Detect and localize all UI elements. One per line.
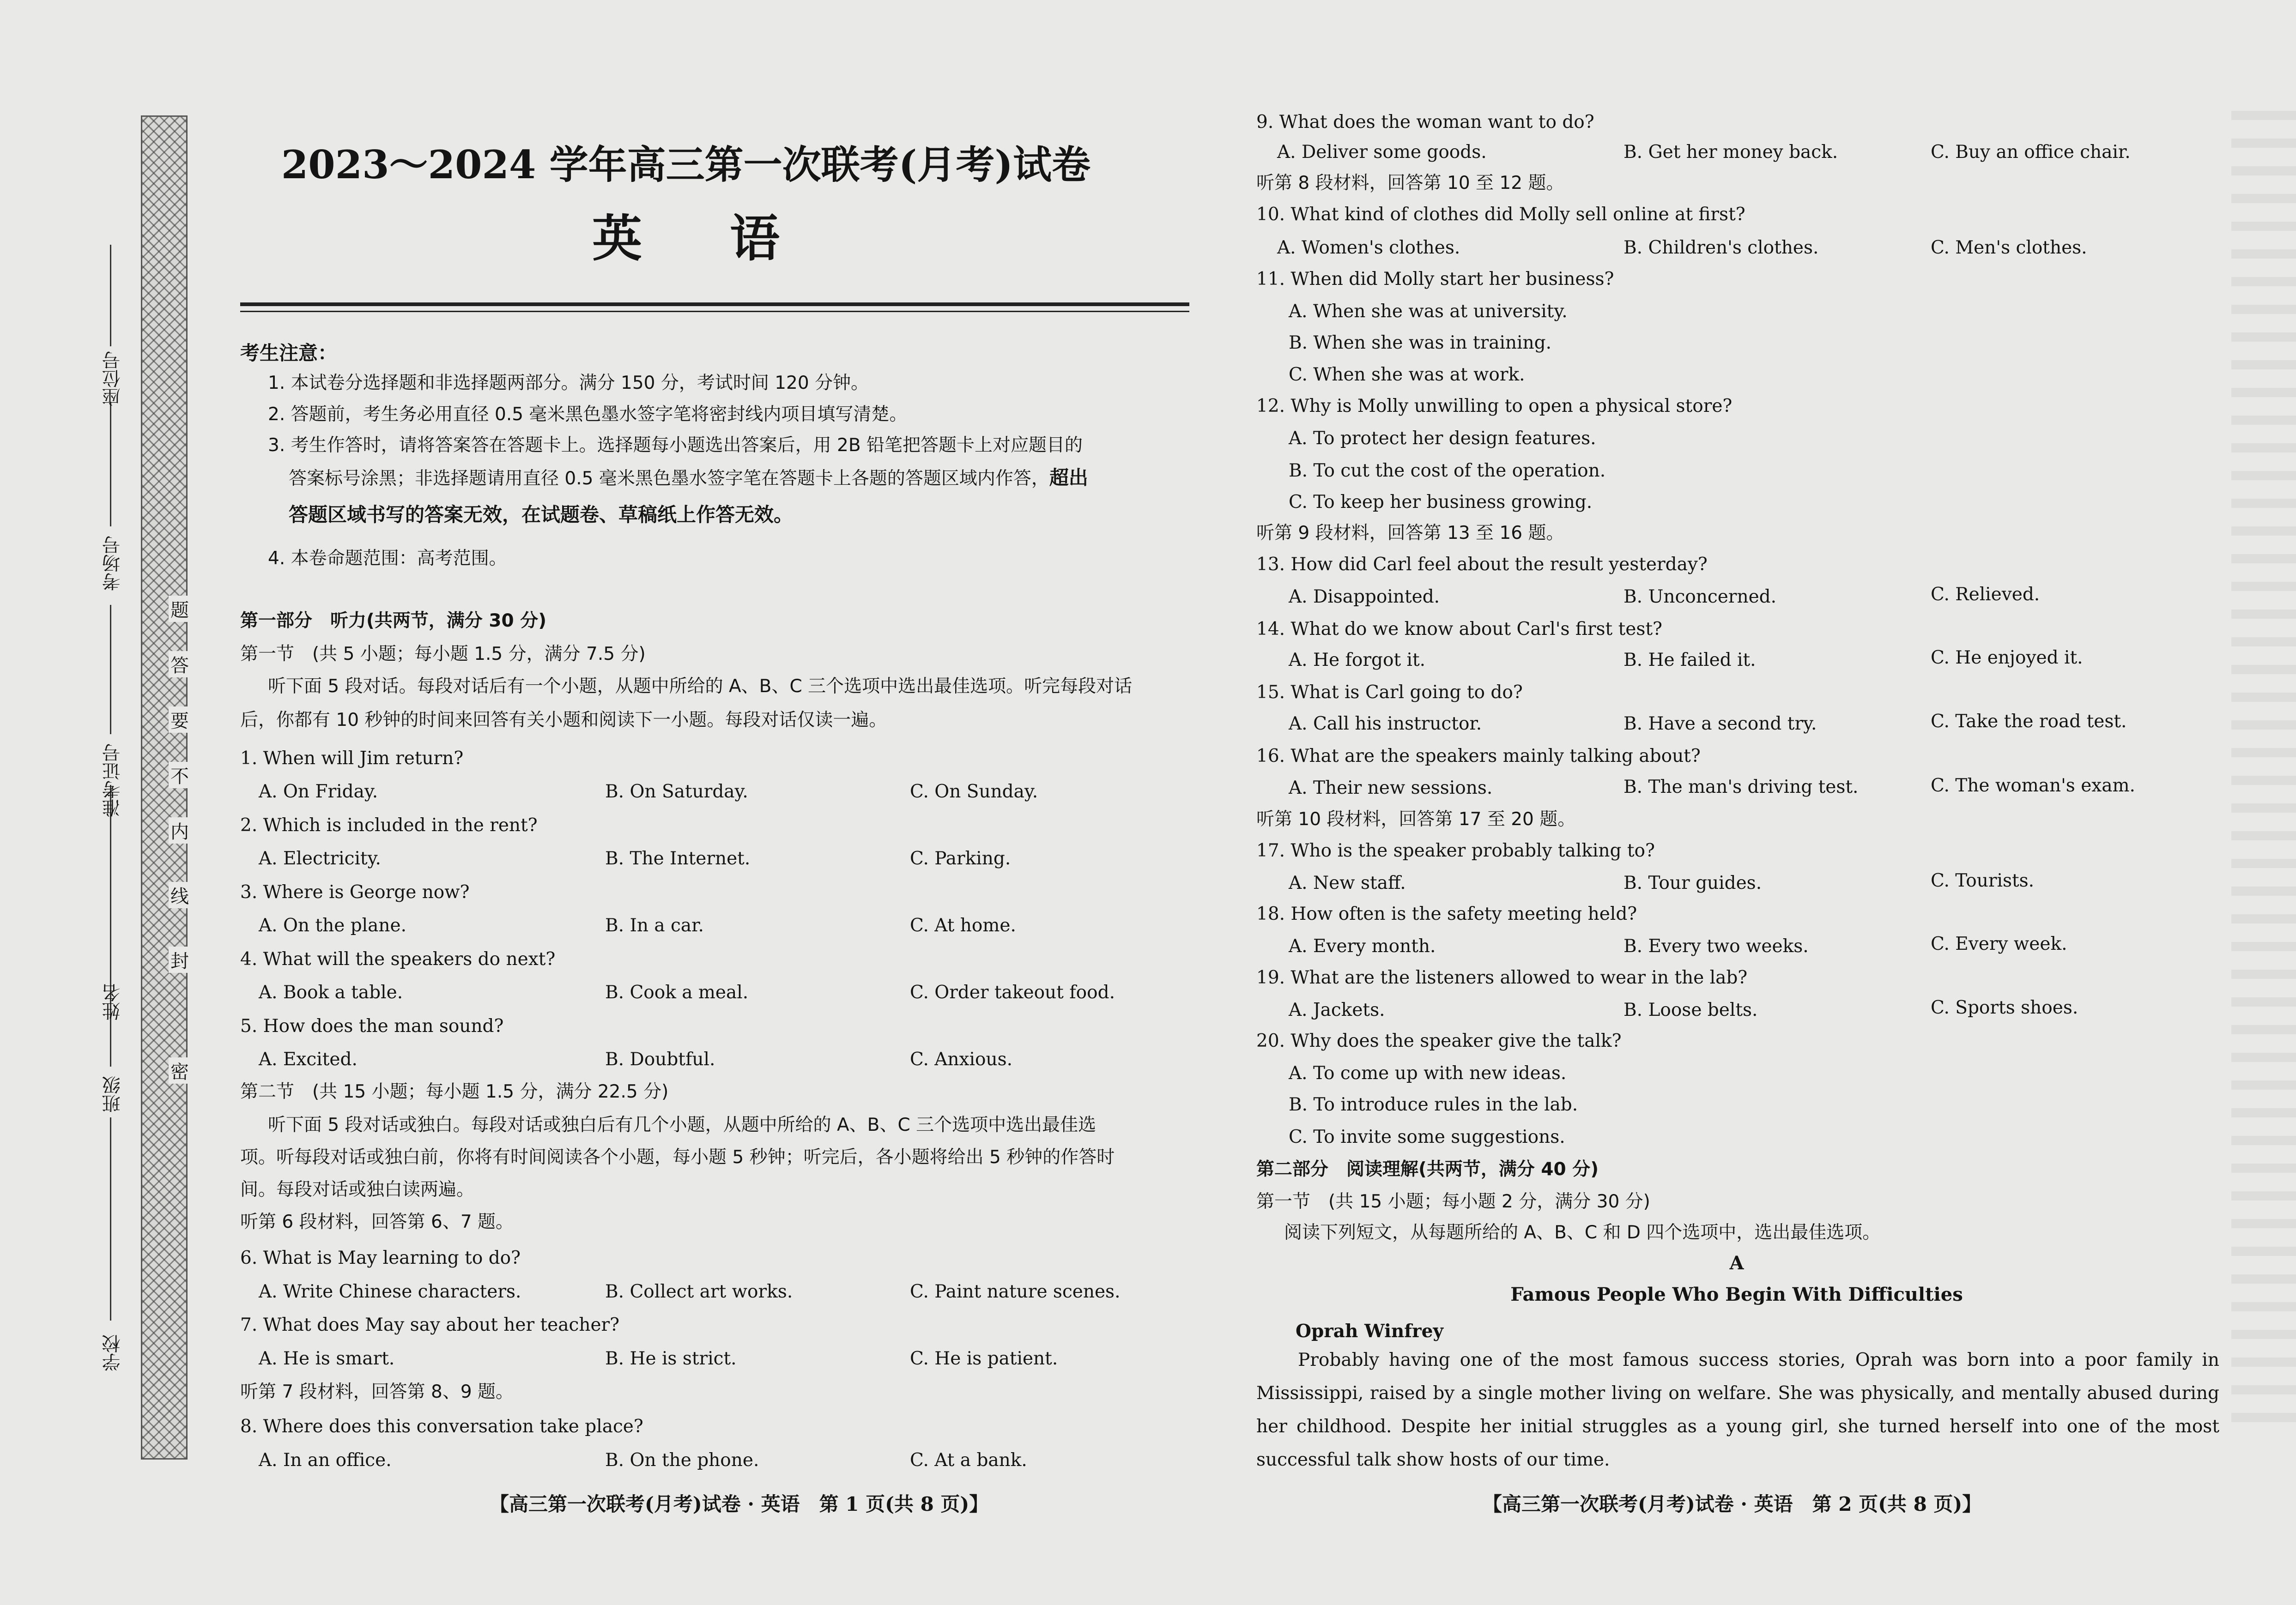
option-b[interactable]: B. On Saturday.	[605, 781, 748, 802]
material-10-heading: 听第 10 段材料，回答第 17 至 20 题。	[1256, 809, 1576, 830]
reading-section-1-heading: 第一节 (共 15 小题；每小题 2 分，满分 30 分)	[1256, 1191, 1650, 1212]
option-a[interactable]: A. Their new sessions.	[1289, 778, 1493, 798]
option-b[interactable]: B. In a car.	[605, 915, 704, 936]
option-b[interactable]: B. To cut the cost of the operation.	[1289, 460, 1606, 481]
seal-char: 封	[169, 947, 191, 973]
question-11: 11. When did Molly start her business?	[1256, 269, 1614, 290]
question-2: 2. Which is included in the rent?	[240, 815, 538, 836]
notice-item: 2. 答题前，考生务必用直径 0.5 毫米黑色墨水签字笔将密封线内项目填写清楚。	[268, 404, 908, 425]
section-1-instructions: 后，你都有 10 秒钟的时间来回答有关小题和阅读下一小题。每段对话仅读一遍。	[240, 710, 887, 730]
seal-char: 密	[169, 1057, 191, 1084]
option-c[interactable]: C. Parking.	[910, 848, 1011, 869]
option-b[interactable]: B. Collect art works.	[605, 1281, 793, 1302]
question-13: 13. How did Carl feel about the result yesterday?	[1256, 554, 1708, 575]
question-14: 14. What do we know about Carl's first test?	[1256, 619, 1662, 640]
option-a[interactable]: A. When she was at university.	[1289, 301, 1568, 322]
option-c[interactable]: C. He enjoyed it.	[1931, 647, 2083, 668]
option-b[interactable]: B. Unconcerned.	[1624, 586, 1777, 607]
material-9-heading: 听第 9 段材料，回答第 13 至 16 题。	[1256, 523, 1564, 543]
notice-item	[289, 466, 1088, 490]
option-c[interactable]: C. Men's clothes.	[1931, 237, 2087, 258]
part-2-heading: 第二部分 阅读理解(共两节，满分 40 分)	[1256, 1159, 1599, 1180]
seal-char: 答	[169, 651, 191, 677]
option-a[interactable]: A. Disappointed.	[1289, 586, 1440, 607]
seal-char: 要	[169, 706, 191, 733]
field-seat-line[interactable]	[110, 245, 111, 346]
field-seat-label: 座位号	[102, 351, 123, 406]
option-c[interactable]: C. Tourists.	[1931, 870, 2035, 891]
notice-item: 3. 考生作答时，请将答案答在答题卡上。选择题每小题选出答案后，用 2B 铅笔把答题卡上对应题目的	[268, 435, 1083, 456]
field-exam-id-line[interactable]	[110, 605, 111, 734]
seal-char: 线	[169, 882, 191, 908]
option-a[interactable]: A. Electricity.	[259, 848, 381, 869]
passage-title: Famous People Who Begin With Difficulties	[1510, 1284, 1963, 1305]
option-c[interactable]: C. At a bank.	[910, 1450, 1027, 1471]
section-2-instructions: 间。每段对话或独白读两遍。	[240, 1179, 475, 1200]
notice-title: 考生注意：	[240, 342, 338, 364]
question-15: 15. What is Carl going to do?	[1256, 682, 1523, 703]
option-b[interactable]: B. Every two weeks.	[1624, 936, 1809, 957]
option-c[interactable]: C. Relieved.	[1931, 584, 2040, 605]
option-b[interactable]: B. When she was in training.	[1289, 332, 1552, 353]
option-a[interactable]: A. Jackets.	[1289, 1000, 1385, 1020]
page-footer: 【高三第一次联考(月考)试卷 · 英语 第 2 页(共 8 页)】	[1483, 1493, 1982, 1515]
option-a[interactable]: A. To protect her design features.	[1289, 428, 1596, 449]
option-c[interactable]: C. When she was at work.	[1289, 364, 1525, 385]
question-18: 18. How often is the safety meeting held?	[1256, 904, 1637, 924]
material-6-heading: 听第 6 段材料，回答第 6、7 题。	[240, 1212, 514, 1232]
notice-item: 4. 本卷命题范围：高考范围。	[268, 548, 507, 569]
section-2-instructions: 听下面 5 段对话或独白。每段对话或独白后有几个小题，从题中所给的 A、B、C 三个选项中选出最佳选	[268, 1115, 1097, 1135]
section-1-heading: 第一节 (共 5 小题；每小题 1.5 分，满分 7.5 分)	[240, 644, 646, 664]
exam-subject: 英语	[592, 210, 867, 268]
question-10: 10. What kind of clothes did Molly sell online at first?	[1256, 204, 1745, 225]
part-1-heading: 第一部分 听力(共两节，满分 30 分)	[240, 610, 547, 631]
option-a[interactable]: A. New staff.	[1289, 873, 1406, 893]
passage-letter: A	[1729, 1252, 1744, 1274]
question-9: 9. What does the woman want to do?	[1256, 112, 1594, 133]
seal-char: 不	[169, 762, 191, 788]
option-c[interactable]: C. The woman's exam.	[1931, 775, 2135, 796]
section-2-instructions: 项。听每段对话或独白前，你将有时间阅读各个小题，每小题 5 秒钟；听完后，各小题将给出 5 秒钟的作答时	[240, 1147, 1115, 1168]
field-exam-id-label: 准考证号	[102, 743, 123, 817]
option-b[interactable]: B. To introduce rules in the lab.	[1289, 1094, 1578, 1115]
option-a[interactable]: A. On Friday.	[259, 781, 378, 802]
notice-item: 1. 本试卷分选择题和非选择题两部分。满分 150 分，考试时间 120 分钟。	[268, 373, 869, 393]
option-b[interactable]: B. The man's driving test.	[1624, 777, 1859, 797]
option-c[interactable]: C. Take the road test.	[1931, 711, 2127, 732]
option-c[interactable]: C. Anxious.	[910, 1049, 1013, 1070]
material-8-heading: 听第 8 段材料，回答第 10 至 12 题。	[1256, 173, 1564, 193]
field-school-line[interactable]	[110, 1117, 111, 1321]
option-a[interactable]: A. He forgot it.	[1289, 650, 1426, 670]
option-b[interactable]: B. Loose belts.	[1624, 1000, 1758, 1020]
question-4: 4. What will the speakers do next?	[240, 949, 556, 970]
option-c[interactable]: C. Buy an office chair.	[1931, 142, 2131, 163]
question-12: 12. Why is Molly unwilling to open a physical store?	[1256, 396, 1733, 416]
option-c[interactable]: C. Every week.	[1931, 934, 2067, 954]
passage-paragraph: Probably having one of the most famous success stories, Oprah was born into a poor family in Mississippi, raised by a single mother living on welfare. She was physically, and mentally abused during her childhood. Despite her initial struggles as a young girl, she turned herself into one of the most successful talk show hosts of our time.	[1256, 1350, 2219, 1470]
material-7-heading: 听第 7 段材料，回答第 8、9 题。	[240, 1382, 514, 1402]
seal-char: 题	[169, 596, 191, 622]
option-c[interactable]: C. To invite some suggestions.	[1289, 1127, 1565, 1147]
question-1: 1. When will Jim return?	[240, 748, 464, 769]
option-c[interactable]: C. At home.	[910, 915, 1016, 936]
notice-item-text: 答案标号涂黑；非选择题请用直径 0.5 毫米黑色墨水签字笔在答题卡上各题的答题区域内作答，	[289, 468, 1049, 489]
option-b[interactable]: B. The Internet.	[605, 848, 751, 869]
passage-subheading: Oprah Winfrey	[1296, 1321, 1444, 1342]
seal-char: 内	[169, 817, 191, 844]
option-a[interactable]: A. Deliver some goods.	[1277, 142, 1487, 163]
option-b[interactable]: B. Children's clothes.	[1624, 237, 1819, 258]
section-1-instructions: 听下面 5 段对话。每段对话后有一个小题，从题中所给的 A、B、C 三个选项中选出最佳选项。听完每段对话	[268, 676, 1133, 697]
option-a[interactable]: A. Call his instructor.	[1289, 713, 1482, 734]
field-exam-room-line[interactable]	[110, 402, 111, 526]
option-b[interactable]: B. On the phone.	[605, 1450, 759, 1471]
option-c[interactable]: C. To keep her business growing.	[1289, 492, 1593, 513]
field-school-label: 学校	[102, 1334, 123, 1371]
option-c[interactable]: C. He is patient.	[910, 1348, 1058, 1369]
option-b[interactable]: B. He is strict.	[605, 1348, 737, 1369]
option-a[interactable]: A. He is smart.	[259, 1348, 395, 1369]
field-name-label: 姓名	[102, 984, 123, 1020]
option-b[interactable]: B. Have a second try.	[1624, 713, 1817, 734]
option-c[interactable]: C. Sports shoes.	[1931, 997, 2078, 1018]
option-b[interactable]: B. He failed it.	[1624, 650, 1756, 670]
option-c[interactable]: C. On Sunday.	[910, 781, 1038, 802]
exam-title: 2023～2024 学年高三第一次联考(月考)试卷	[281, 142, 1091, 187]
option-a[interactable]: A. Excited.	[259, 1049, 357, 1070]
option-b[interactable]: B. Tour guides.	[1624, 873, 1762, 893]
section-2-heading: 第二节 (共 15 小题；每小题 1.5 分，满分 22.5 分)	[240, 1081, 669, 1102]
field-class-label: 班级	[102, 1076, 123, 1113]
header-rule-thick	[240, 302, 1189, 306]
option-c[interactable]: C. Order takeout food.	[910, 982, 1115, 1003]
question-16: 16. What are the speakers mainly talking about?	[1256, 746, 1701, 766]
question-7: 7. What does May say about her teacher?	[240, 1315, 620, 1335]
option-b[interactable]: B. Cook a meal.	[605, 982, 749, 1003]
question-20: 20. Why does the speaker give the talk?	[1256, 1031, 1622, 1051]
option-a[interactable]: A. Every month.	[1289, 936, 1436, 957]
option-c[interactable]: C. Paint nature scenes.	[910, 1281, 1121, 1302]
option-a[interactable]: A. Book a table.	[259, 982, 403, 1003]
header-rule-thin	[240, 311, 1189, 312]
question-5: 5. How does the man sound?	[240, 1016, 504, 1037]
option-a[interactable]: A. On the plane.	[259, 915, 406, 936]
notice-emphasis: 答题区域书写的答案无效，在试题卷、草稿纸上作答无效。	[289, 503, 794, 526]
question-17: 17. Who is the speaker probably talking to?	[1256, 840, 1655, 861]
reading-instructions: 阅读下列短文，从每题所给的 A、B、C 和 D 四个选项中，选出最佳选项。	[1284, 1222, 1881, 1243]
question-19: 19. What are the listeners allowed to wear in the lab?	[1256, 967, 1748, 988]
notice-emphasis: 超出	[1049, 466, 1088, 489]
question-6: 6. What is May learning to do?	[240, 1248, 521, 1268]
question-8: 8. Where does this conversation take place?	[240, 1416, 643, 1437]
bleed-through-margin	[2231, 92, 2296, 1431]
option-a[interactable]: A. To come up with new ideas.	[1289, 1063, 1567, 1084]
option-a[interactable]: A. In an office.	[259, 1450, 392, 1471]
option-a[interactable]: A. Women's clothes.	[1277, 237, 1460, 258]
field-exam-room-label: 考场号	[102, 536, 123, 591]
option-b[interactable]: B. Get her money back.	[1624, 142, 1838, 163]
option-b[interactable]: B. Doubtful.	[605, 1049, 715, 1070]
question-3: 3. Where is George now?	[240, 882, 470, 903]
page-footer: 【高三第一次联考(月考)试卷 · 英语 第 1 页(共 8 页)】	[490, 1493, 989, 1515]
option-a[interactable]: A. Write Chinese characters.	[259, 1281, 521, 1302]
